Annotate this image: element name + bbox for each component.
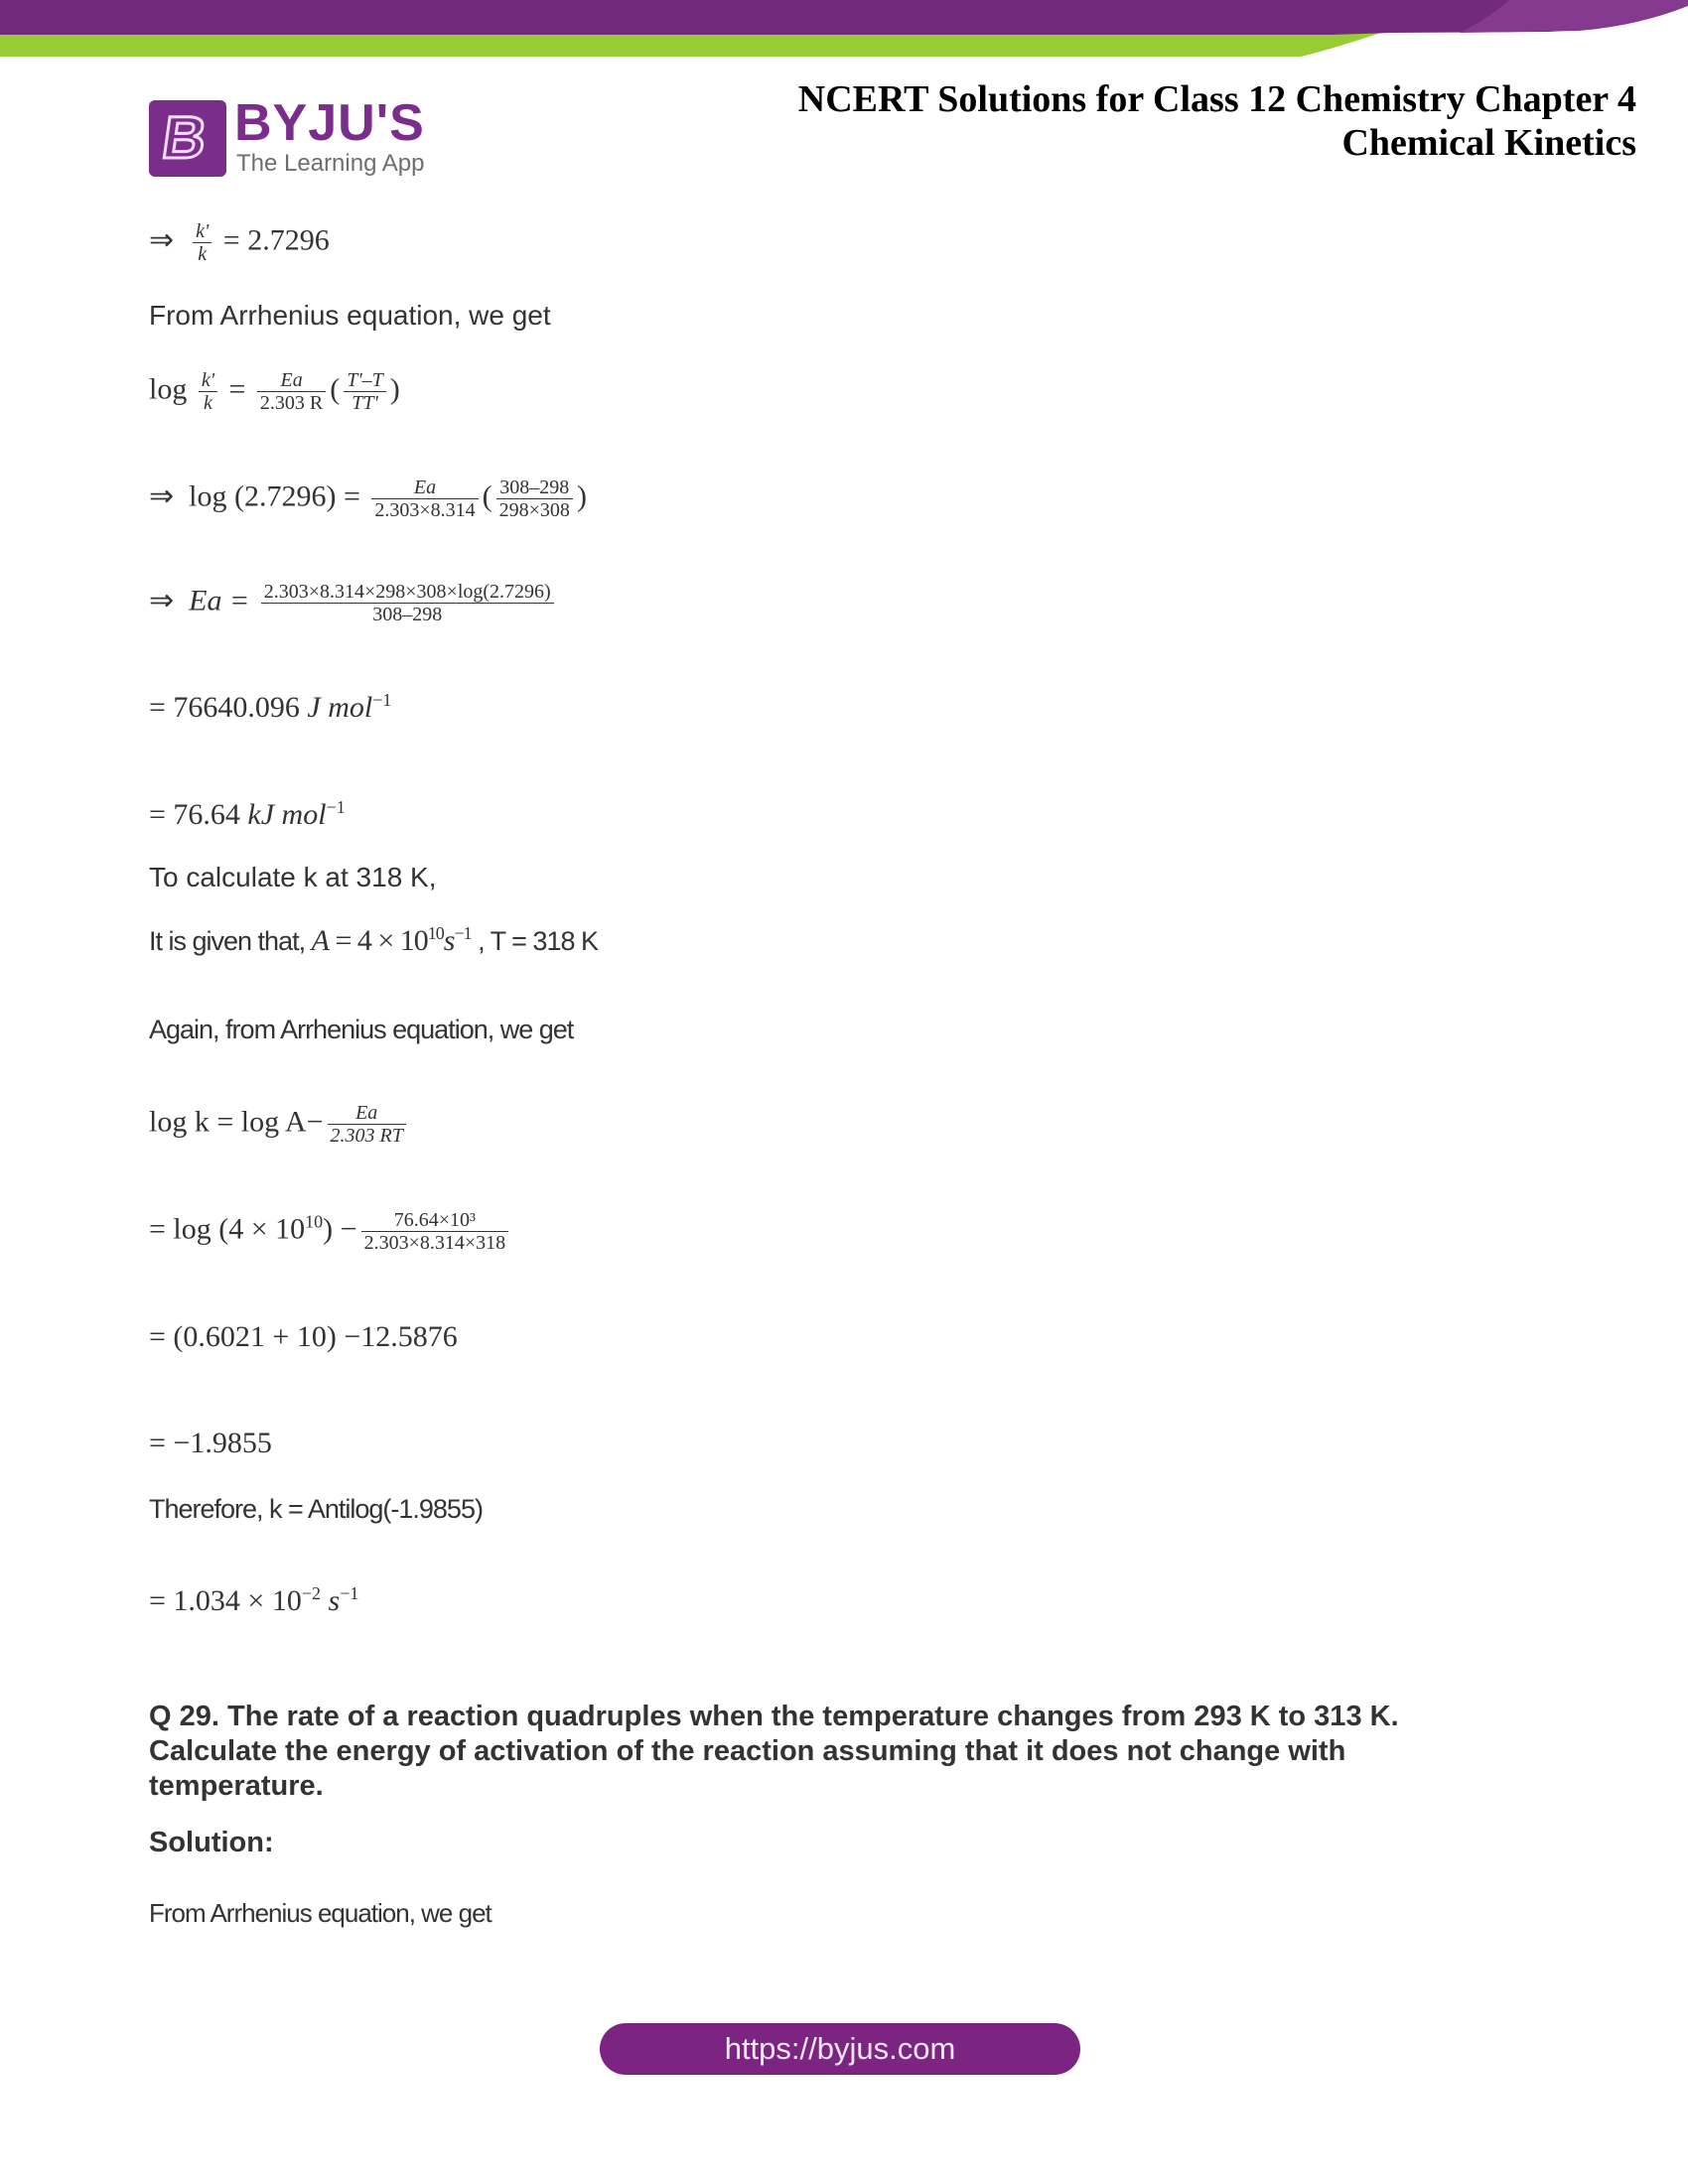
header-banner [0,0,1688,69]
equation-ea: ⇒ Ea = $\frac{2.303\times 8.314\times 298\times 308\times\log(2.7296)}{308-298}$ [149,581,558,625]
equation-final: = $1.034 \times 10^{-2}$ $s^{-1}$ [149,1583,359,1617]
text-given: It is given that, $A = 4 \times 10^{10}s^{-1}$ , T = 318 K [149,923,598,957]
logo-wordmark: BYJU'S [234,94,425,152]
equation-log-values: ⇒ log (2.7296) = $\frac{Ea}{2.303\times 8.314}$ ( $\frac{308-298}{298\times 308}$ ) [149,477,587,521]
text-arrhenius-2: Again, from Arrhenius equation, we get [149,1015,574,1044]
byjus-logo-icon [149,100,226,177]
equation-result: = −1.9855 [149,1427,272,1459]
text-arrhenius-1: From Arrhenius equation, we get [149,300,551,331]
text-calc-k: To calculate k at 318 K, [149,862,437,892]
byjus-b-glyph: B [158,104,211,171]
document-title [798,77,1636,165]
equation-log-general: log $\frac{k'}{k}$ = $\frac{Ea}{2.303 R}$ ( $\frac{T'-T}{TT'}$ ) [149,369,400,414]
title-line-2: Chemical Kinetics [1341,122,1636,164]
text-therefore: Therefore, k = Antilog(-1.9855) [149,1494,483,1524]
text-arrhenius-3: From Arrhenius equation, we get [149,1898,492,1928]
equation-ea-kj: = 76.64 kJ mol$^{-1}$ [149,797,346,831]
equation-logk-values: = $\log (4 \times 10^{10})$ − $\frac{\text{76.64×10³}}{2.303\times 8.314\times 318}$ [149,1209,512,1254]
equation-sum: = (0.6021 + 10) −12.5876 [149,1320,458,1353]
equation-ratio: ⇒ $\frac{k'}{k}$ = 2.7296 [149,220,330,265]
logo-tagline: The Learning App [236,150,425,177]
equation-logk: log k = log A− $\frac{Ea}{2.303 RT}$ [149,1102,410,1147]
equation-ea-joule: = 76640.096 J mol$^{-1}$ [149,690,392,724]
solution-label: Solution: [149,1827,274,1858]
title-line-1: NCERT Solutions for Class 12 Chemistry Chapter 4 [797,78,1636,120]
byjus-url-link[interactable]: https://byjus.com [600,2023,1080,2075]
question-29: Q 29. The rate of a reaction quadruples when the temperature changes from 293 K to 313 K. Calculate the energy of activation of the reaction assuming that it does not change with temperature. [149,1701,1399,1802]
